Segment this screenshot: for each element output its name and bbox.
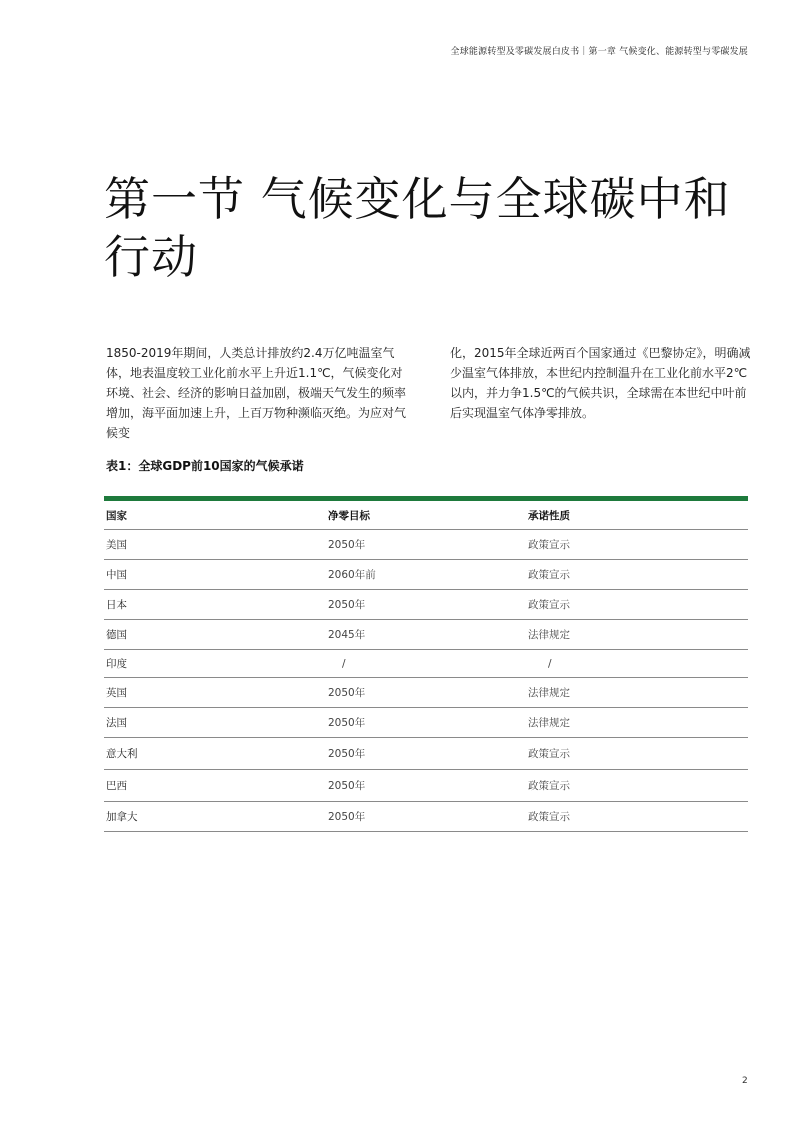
nature-cell: 政策宣示 [528, 599, 570, 611]
target-cell: 2045年 [328, 629, 366, 641]
country-cell: 法国 [106, 717, 127, 729]
running-header: 全球能源转型及零碳发展白皮书｜第一章 气候变化、能源转型与零碳发展 [450, 47, 748, 57]
country-cell: 中国 [106, 569, 127, 581]
target-cell: / [342, 657, 346, 670]
page-number: 2 [742, 1076, 748, 1086]
column-header-net-zero-target: 净零目标 [328, 509, 370, 522]
target-cell: 2060年前 [328, 569, 376, 581]
table-row [104, 708, 748, 738]
target-cell: 2050年 [328, 811, 366, 823]
nature-cell: 政策宣示 [528, 748, 570, 760]
country-cell: 日本 [106, 599, 127, 611]
table-row [104, 738, 748, 770]
country-cell: 德国 [106, 629, 127, 641]
table-row [104, 620, 748, 650]
column-header-country: 国家 [106, 509, 127, 522]
nature-cell: 法律规定 [528, 629, 570, 641]
country-cell: 印度 [106, 658, 127, 670]
country-cell: 美国 [106, 539, 127, 551]
target-cell: 2050年 [328, 599, 366, 611]
target-cell: 2050年 [328, 687, 366, 699]
intro-right-column: 化，2015年全球近两百个国家通过《巴黎协定》，明确减少温室气体排放，本世纪内控制温升在工业化前水平2℃以内，并力争1.5℃的气候共识，全球需在本世纪中叶前后实现温室气体净零排放。 [450, 346, 751, 420]
table-caption: 表1：全球GDP前10国家的气候承诺 [106, 459, 304, 473]
intro-text [106, 343, 752, 443]
table-row [104, 530, 748, 560]
section-title: 第一节 气候变化与全球碳中和行动 [104, 172, 731, 284]
table-row [104, 678, 748, 708]
target-cell: 2050年 [328, 717, 366, 729]
intro-left-column: 1850-2019年期间，人类总计排放约2.4万亿吨温室气体，地表温度较工业化前水平上升近1.1℃，气候变化对环境、社会、经济的影响日益加剧，极端天气发生的频率增加，海平面加速上升，上百万物种濒临灭绝。为应对气候变 [106, 346, 407, 440]
climate-commitment-table [104, 501, 748, 832]
table-row [104, 802, 748, 832]
table-row [104, 590, 748, 620]
nature-cell: 政策宣示 [528, 811, 570, 823]
table-row [104, 770, 748, 802]
country-cell: 英国 [106, 687, 127, 699]
target-cell: 2050年 [328, 780, 366, 792]
column-header-commitment-nature: 承诺性质 [528, 509, 570, 522]
nature-cell: 政策宣示 [528, 780, 570, 792]
nature-cell: 政策宣示 [528, 569, 570, 581]
table-header-row [104, 501, 748, 530]
target-cell: 2050年 [328, 539, 366, 551]
table-row [104, 650, 748, 678]
nature-cell: 法律规定 [528, 687, 570, 699]
table-row [104, 560, 748, 590]
country-cell: 巴西 [106, 780, 127, 792]
nature-cell: 法律规定 [528, 717, 570, 729]
country-cell: 意大利 [106, 748, 138, 760]
target-cell: 2050年 [328, 748, 366, 760]
nature-cell: 政策宣示 [528, 539, 570, 551]
country-cell: 加拿大 [106, 811, 138, 823]
nature-cell: / [548, 657, 552, 670]
